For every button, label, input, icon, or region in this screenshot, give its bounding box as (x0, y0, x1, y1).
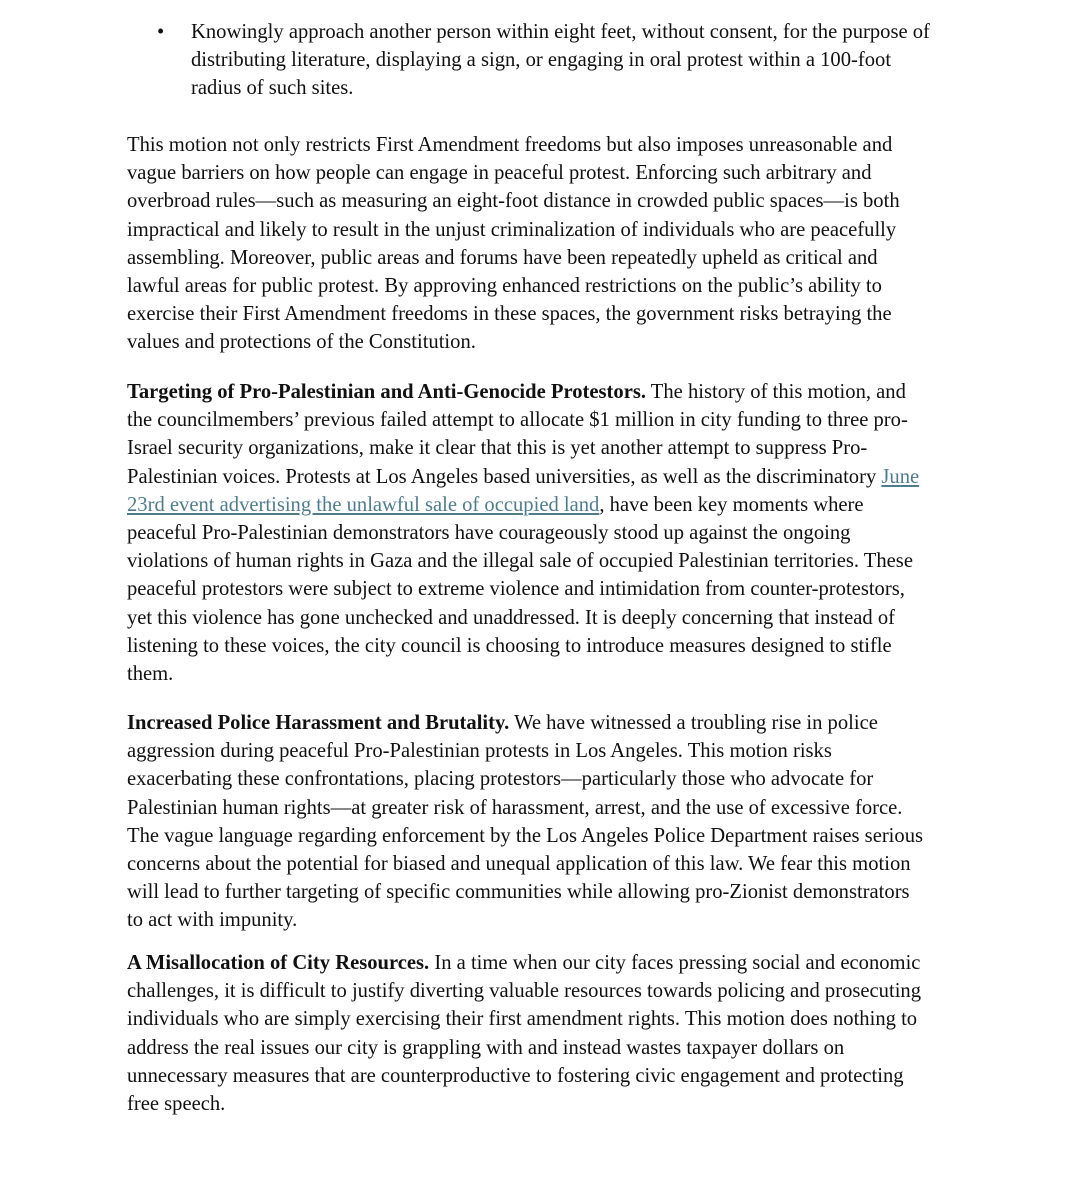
police-line: will lead to further targeting of specific communities while allowing pro-Zionist demonstrators (127, 881, 910, 904)
targeting-line: the councilmembers’ previous failed attempt to allocate $1 million in city funding to three pro- (127, 409, 908, 432)
targeting-line: peaceful protestors were subject to extreme violence and intimidation from counter-protestors, (127, 578, 905, 601)
police-line: aggression during peaceful Pro-Palestinian protests in Los Angeles. This motion risks (127, 740, 832, 763)
intro-line: lawful areas for public protest. By approving enhanced restrictions on the public’s ability to (127, 275, 882, 298)
bullet-line: radius of such sites. (191, 77, 354, 100)
targeting-line: listening to these voices, the city council is choosing to introduce measures designed to stifle (127, 634, 892, 657)
june-23rd-event-link[interactable]: June (881, 465, 920, 488)
police-line-text: We have witnessed a troubling rise in police (509, 712, 878, 734)
intro-line: This motion not only restricts First Amendment freedoms but also imposes unreasonable and (127, 134, 893, 156)
intro-line: overbroad rules—such as measuring an eight-foot distance in crowded public spaces—is both (127, 190, 900, 213)
targeting-line: peaceful Pro-Palestinian demonstrators have courageously stood up against the ongoing (127, 522, 851, 545)
targeting-line-with-link (127, 463, 952, 491)
targeting-section (127, 378, 952, 688)
intro-line: vague barriers on how people can engage in peaceful protest. Enforcing such arbitrary and (127, 162, 872, 185)
targeting-line: violations of human rights in Gaza and the illegal sale of occupied Palestinian territories. These (127, 550, 913, 573)
targeting-heading: Targeting of Pro-Palestinian and Anti-Genocide Protestors. (127, 381, 647, 403)
police-line: exacerbating these confrontations, placing protestors—particularly those who advocate for (127, 768, 874, 791)
police-line: The vague language regarding enforcement by the Los Angeles Police Department raises serious (127, 824, 924, 847)
targeting-line-text: The history of this motion, and (646, 381, 906, 403)
targeting-line: them. (127, 663, 174, 686)
intro-paragraph (127, 131, 952, 357)
intro-line: exercise their First Amendment freedoms in these spaces, the government risks betraying the (127, 303, 892, 326)
bullet-icon: • (157, 21, 165, 43)
police-line: Palestinian human rights—at greater risk of harassment, arrest, and the use of excessive force. (127, 796, 903, 819)
targeting-line-text: Palestinian voices. Protests at Los Angeles based universities, as well as the discriminatory (127, 465, 882, 488)
targeting-line-with-link (127, 491, 952, 519)
resources-line: challenges, it is difficult to justify diverting valuable resources towards policing and prosecuting (127, 980, 922, 1003)
police-section (127, 709, 952, 935)
bullet-line: Knowingly approach another person within eight feet, without consent, for the purpose of (191, 21, 930, 43)
targeting-line: yet this violence has gone unchecked and unaddressed. It is deeply concerning that instead of (127, 606, 896, 629)
targeting-line-text: , have been key moments where (599, 493, 864, 516)
resources-line-text: In a time when our city faces pressing social and economic (429, 952, 921, 974)
police-heading: Increased Police Harassment and Brutality. (127, 712, 510, 734)
resources-line: address the real issues our city is grappling with and instead wastes taxpayer dollars on (127, 1036, 845, 1059)
resources-section (127, 949, 952, 1118)
police-first-line (127, 709, 952, 737)
intro-line: values and protections of the Constitution. (127, 331, 476, 354)
police-line: concerns about the potential for biased and unequal application of this law. We fear this motion (127, 853, 911, 876)
bullet-text (191, 18, 961, 103)
resources-heading: A Misallocation of City Resources. (127, 952, 430, 974)
resources-line: unnecessary measures that are counterproductive to fostering civic engagement and protecting (127, 1064, 904, 1087)
police-line: to act with impunity. (127, 909, 298, 932)
resources-first-line (127, 949, 952, 977)
bullet-line: distributing literature, displaying a sign, or engaging in oral protest within a 100-foot (191, 49, 892, 72)
targeting-first-line (127, 378, 952, 406)
targeting-line: Israel security organizations, make it clear that this is yet another attempt to suppress Pro- (127, 437, 868, 460)
intro-line: impractical and likely to result in the unjust criminalization of individuals who are peacefully (127, 218, 897, 241)
intro-line: assembling. Moreover, public areas and forums have been repeatedly upheld as critical and (127, 246, 878, 269)
june-23rd-event-link[interactable]: 23rd event advertising the unlawful sale of occupied land (127, 493, 600, 516)
resources-line: free speech. (127, 1093, 226, 1116)
resources-line: individuals who are simply exercising their first amendment rights. This motion does nothing to (127, 1008, 918, 1031)
